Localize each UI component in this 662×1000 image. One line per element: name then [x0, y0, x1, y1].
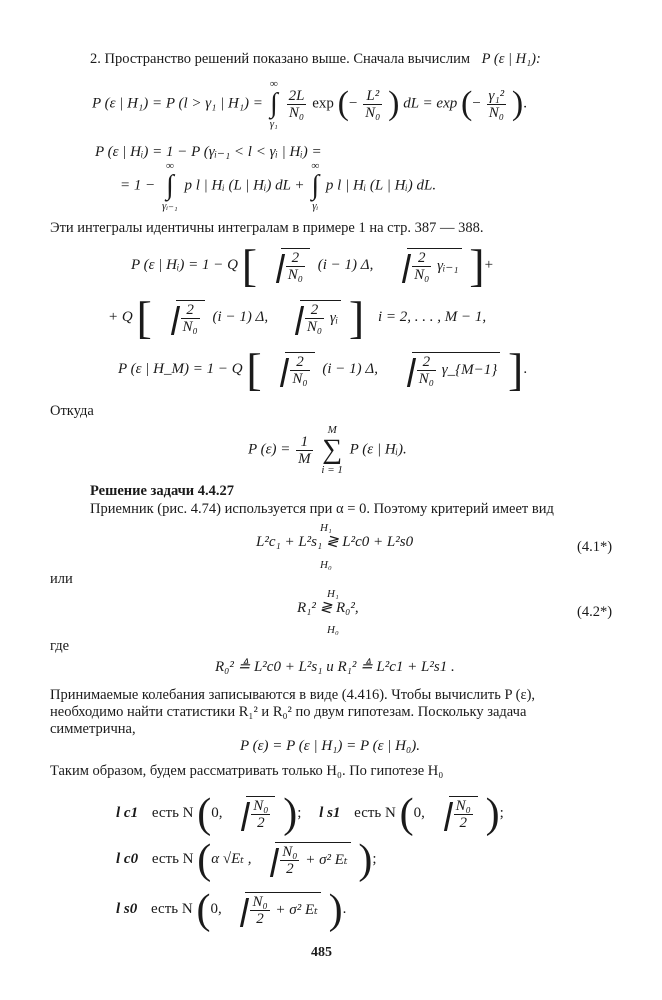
eq6-lhs: P (ε | H_M) = 1 − Q [118, 360, 243, 377]
eq13-end: ; [372, 850, 377, 867]
eq7-body: P (ε | Hᵢ). [349, 441, 407, 458]
eq12-f2-den: 2 [459, 815, 467, 831]
eq1-frac-num: 2L [288, 87, 305, 104]
eq1-upper-limit: ∞ [269, 78, 278, 90]
eq3-lhs: = 1 − [120, 177, 156, 194]
eq6-a1-den: N₀ [292, 371, 308, 387]
equation-5: + Q [ $\frac{2}{\text{N₀}}$ (i − 1) Δ, $\frac{2}{\text{N₀}}$ γᵢ ] i = 2, . . . , M − 1, [108, 291, 487, 343]
eq14-f-num: N₀ [252, 894, 268, 910]
eq1-exp: exp [312, 95, 334, 112]
eq4-sqrt-2 [391, 248, 461, 283]
equation-9 [297, 598, 359, 618]
eq13-f-den: 2 [286, 861, 294, 877]
eq7-sum-lower: i = 1 [321, 464, 343, 476]
eq4-a2-den: N₀ [414, 267, 430, 283]
eq3-int2-lower: γᵢ [312, 200, 319, 212]
eq14-sqrt [229, 892, 320, 927]
eq4-a1-den: N₀ [287, 267, 304, 283]
eq1-res-num: γ₁² [488, 87, 505, 104]
eq12-end: ; [499, 804, 504, 821]
eq13-sqrt [259, 842, 350, 877]
eq5-sqrt-2 [284, 300, 341, 335]
eq4-a1-num: 2 [286, 250, 305, 267]
eq7-frac-den: M [298, 450, 311, 467]
eq3-int1-upper: ∞ [165, 160, 174, 172]
eq9-expr: R₁² ≷ R₀², [297, 600, 359, 616]
eq5-a2-den: N₀ [306, 319, 323, 335]
paragraph-2-line-1: Принимаемые колебания записываются в виде (4.416). Чтобы вычислить P (ε), [50, 687, 536, 703]
eq1-frac-den: N₀ [288, 104, 305, 121]
eq3-int1-lower: γᵢ₋₁ [162, 200, 178, 212]
eq6-sqrt-1 [269, 352, 314, 387]
eq7-lhs: P (ε) = [248, 441, 291, 458]
eq4-a2-num: 2 [412, 250, 431, 267]
equation-4: P (ε | Hᵢ) = 1 − Q [ $\frac{2}{\text{N₀}}$ (i − 1) Δ, $\frac{2}{\text{N₀}}$ γᵢ₋₁ ]+ [131, 239, 494, 291]
paragraph-2-line-3: симметрична, [50, 721, 136, 737]
paragraph-3: Таким образом, будем рассматривать только H₀. По гипотезе H₀ [50, 763, 444, 779]
eq12-sqrt-1 [230, 796, 275, 831]
eq12-sep: ; [297, 804, 302, 821]
eq14-end: . [342, 900, 347, 917]
eq9-number: (4.2*) [577, 604, 613, 620]
equation-1: P (ε | H₁) = P (l > γ₁ | H₁) = ∞ ∫ γ₁ $\frac{2L}{\text{N₀}}$ exp (− $\frac{\text{L²}}{\text{N₀}}$ ) dL = exp (− $\frac{\text{γ₁²}}{\text{N₀}}$ ). [92, 78, 527, 130]
equation-13: l c0 есть N (α √Eₜ , $\frac{\text{N₀}}{2}$ + σ² Eₜ ); [116, 836, 377, 883]
eq9-over: H₁ [327, 588, 339, 600]
equation-3 [120, 160, 436, 212]
eq4-lhs: P (ε | Hᵢ) = 1 − Q [131, 256, 238, 273]
eq1-result-fraction [487, 88, 507, 121]
eq8-expr: L²c₁ + L²s₁ ≷ L²c0 + L²s0 [256, 534, 414, 550]
eq6-a1-num: 2 [290, 354, 309, 371]
eq6-a1-tail: (i − 1) Δ, [322, 360, 378, 377]
equation-6: P (ε | H_M) = 1 − Q [ $\frac{2}{\text{N₀}}$ (i − 1) Δ, $\frac{2}{\text{N₀}}$ γ_{M−1} ]. [118, 343, 528, 395]
eq3-integral-1: ∞ ∫ γᵢ₋₁ [162, 160, 178, 212]
eq5-lhs: + Q [108, 308, 133, 325]
eq1-res-den: N₀ [488, 104, 504, 121]
equation-10: R₀² ≜ L²c0 + L²s₁ и R₁² ≜ L²c1 + L²s1 . [215, 659, 455, 675]
eq4-end: + [484, 256, 494, 273]
eq4-a1-tail: (i − 1) Δ, [317, 256, 374, 273]
eq7-frac-num: 1 [296, 434, 313, 451]
eq6-sqrt-2 [396, 352, 501, 387]
eq4-a2-tail: γᵢ₋₁ [437, 257, 459, 274]
eq12-text-1: есть N [151, 804, 194, 821]
section-heading: Решение задачи 4.4.27 [90, 483, 235, 499]
word-whence: Откуда [50, 403, 94, 419]
eq3-int2-upper: ∞ [311, 160, 320, 172]
eq14-f-tail: + σ² Eₜ [275, 901, 318, 918]
eq6-end: . [523, 360, 528, 377]
eq7-sum-upper: M [327, 424, 337, 436]
eq1-fraction [287, 88, 307, 121]
intro-line [90, 50, 541, 68]
eq5-a2-num: 2 [305, 302, 324, 319]
eq1-exp-num: L² [363, 88, 382, 105]
eq13-arg: α √Eₜ , [211, 850, 252, 867]
eq3-integral-2: ∞ ∫ γᵢ [311, 160, 320, 212]
eq12-sqrt-2 [433, 796, 478, 831]
eq13-f-tail: + σ² Eₜ [305, 851, 348, 868]
eq1-tail: dL = exp [403, 95, 458, 112]
equation-8 [256, 532, 413, 552]
eq1-exp-fraction [363, 88, 382, 121]
eq8-number: (4.1*) [577, 539, 613, 555]
eq3-int1-body: p l | Hᵢ (L | Hᵢ) dL + [184, 177, 305, 194]
eq13-f-num: N₀ [282, 844, 298, 860]
eq9-under: H₀ [327, 624, 339, 636]
eq3-int2-body: p l | Hᵢ (L | Hᵢ) dL. [325, 177, 437, 194]
intro-expression: P (ε | H₁): [481, 51, 541, 67]
word-or: или [50, 571, 73, 587]
paragraph-1: Приемник (рис. 4.74) используется при α = 0. Поэтому критерий имеет вид [90, 501, 554, 517]
eq12-arg-2: 0, [413, 804, 425, 821]
equation-14: l s0 есть N (0, $\frac{\text{N₀}}{2}$ + σ² Eₜ ). [116, 886, 347, 933]
intro-text: 2. Пространство решений показано выше. Сначала вычислим [90, 51, 471, 67]
eq14-var: l s0 [116, 900, 138, 917]
eq1-integral: ∞ ∫ γ₁ [269, 78, 278, 130]
paragraph-2-line-2: необходимо найти статистики R₁² и R₀² по двум гипотезам. Поскольку задача [50, 704, 527, 720]
eq5-sqrt-1 [160, 300, 205, 335]
eq12-arg-1: 0, [211, 804, 223, 821]
eq14-arg: 0, [210, 900, 222, 917]
eq1-lhs: P (ε | H₁) = P (l > γ₁ | H₁) = [92, 95, 263, 112]
eq5-a1-tail: (i − 1) Δ, [212, 308, 269, 325]
eq7-fraction [296, 434, 313, 467]
eq12-var-1: l c1 [116, 804, 139, 821]
equation-2: P (ε | Hᵢ) = 1 − P (γᵢ₋₁ < l < γᵢ | Hᵢ) = [95, 144, 322, 160]
eq14-text: есть N [151, 900, 193, 917]
eq6-a2-tail: γ_{M−1} [441, 361, 498, 378]
equation-11: P (ε) = P (ε | H₁) = P (ε | H₀). [240, 738, 420, 754]
eq13-text: есть N [151, 850, 194, 867]
equation-7 [248, 424, 407, 476]
eq1-exp-den: N₀ [365, 104, 381, 121]
equation-12: l c1 есть N (0, $\frac{\text{N₀}}{2}$ ); l s1 есть N (0, $\frac{\text{N₀}}{2}$ ); [116, 790, 504, 837]
eq14-f-den: 2 [256, 911, 264, 927]
eq1-lower-limit: γ₁ [269, 118, 278, 130]
eq5-range: i = 2, . . . , M − 1, [377, 308, 487, 325]
note-integrals: Эти интегралы идентичны интегралам в примере 1 на стр. 387 — 388. [50, 220, 484, 236]
eq12-f1-num: N₀ [253, 798, 269, 814]
eq5-a2-tail: γᵢ [329, 309, 339, 326]
page-number: 485 [311, 945, 332, 960]
eq12-f2-num: N₀ [455, 798, 471, 814]
word-where: где [50, 638, 70, 654]
eq6-a2-den: N₀ [418, 371, 434, 387]
eq4-sqrt-1 [265, 248, 310, 283]
eq8-under: H₀ [320, 559, 332, 571]
eq12-var-2: l s1 [319, 804, 341, 821]
eq7-sum: M ∑ i = 1 [321, 424, 343, 476]
eq13-var: l c0 [116, 850, 139, 867]
eq5-a1-den: N₀ [182, 319, 198, 335]
eq6-a2-num: 2 [417, 354, 436, 371]
eq12-f1-den: 2 [257, 815, 265, 831]
eq8-over: H₁ [320, 522, 332, 534]
eq5-a1-num: 2 [181, 302, 200, 319]
eq12-text-2: есть N [354, 804, 396, 821]
